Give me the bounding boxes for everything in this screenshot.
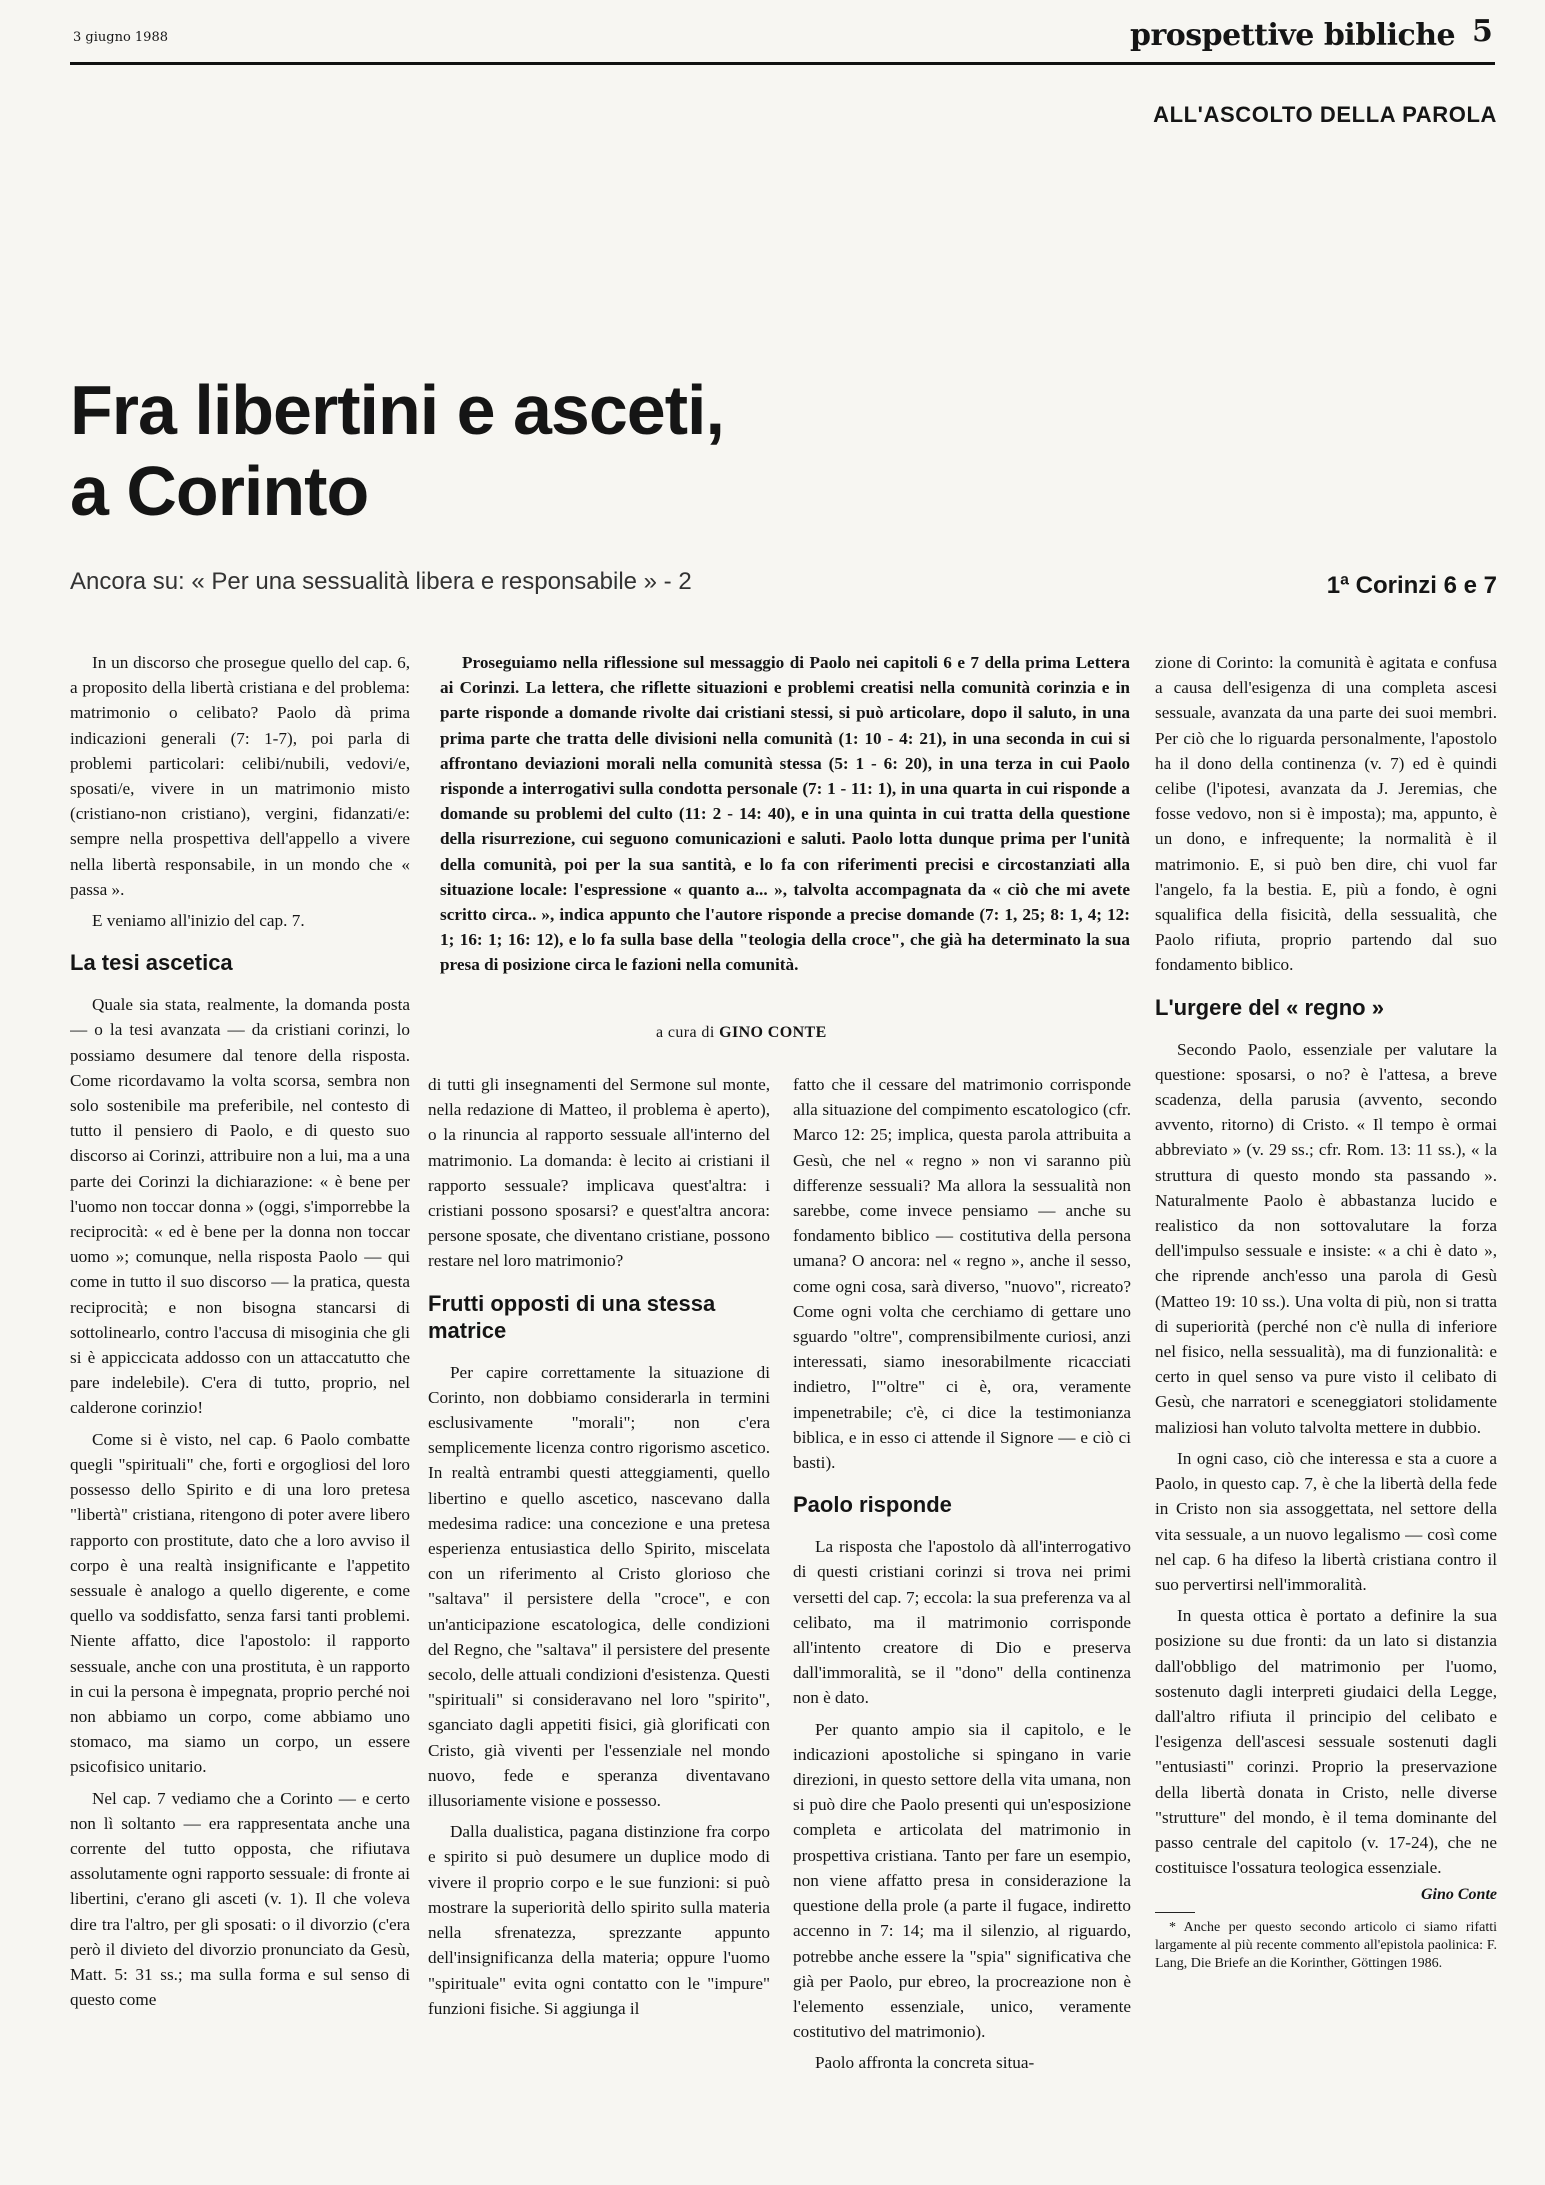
body-paragraph: fatto che il cessare del matrimonio corrisponde alla situazione del compimento escatologico (cfr. Marco 12: 25; implica, questa parola attribuita a Gesù, che nel « regno » non vi saranno più differenze sessuali? Ma allora la sessualità non sarebbe, come invece pensiamo — anche su fondamento biblico — costitutiva della persona umana? O ancora: nel « regno », anche il sesso, come ogni cosa, sarà diverso, "nuovo", ricreato? Come ogni volta che cerchiamo di gettare uno sguardo "oltre", comprensibilmente curiosi, anzi interessati, siamo inesorabilmente ricacciati indietro, l'"oltre" ci è, ora, veramente impenetrabile; c'è, ci dice la testimonianza biblica, e in esso ci attende il Signore — e ciò ci basti). xyxy=(793,1075,1131,1473)
body-paragraph: Per capire correttamente la situazione di Corinto, non dobbiamo considerarla in termini esclusivamente "morali"; non c'era semplicemente licenza contro rigorismo ascetico. In realtà entrambi questi atteggiamenti, quello libertino e quello ascetico, nascevano dalla medesima radice: una concezione e una pretesa esperienza entusiastica dello Spirito, miscelata con un riferimento al Cristo glorioso che "saltava" il persistere della "croce", e con un'anticipazione escatologica, delle condizioni del Regno, che "saltava" il persistere del presente secolo, delle attuali condizioni d'esistenza. Questi "spirituali" si consideravano nel loro "spirito", sganciato dagli appetiti fisici, già glorificati con Cristo, già viventi per l'essenziale nel mondo nuovo, fede e speranza diventavano illusoriamente visione e possesso. xyxy=(428,1362,770,1811)
lead-text: Proseguiamo nella riflessione sul messaggio di Paolo nei capitoli 6 e 7 della prima Lettera ai Corinzi. La lettera, che riflette situazioni e problemi creatisi nella comunità corinzia e in parte risponde a domande rivolte dai cristiani stessi, si può articolare, dopo il saluto, in una prima parte che tratta delle divisioni nella comunità (1: 10 - 4: 21), in una seconda in cui si affrontano deviazioni morali nella comunità stessa (5: 1 - 6: 20), in una terza in cui Paolo risponde a interrogativi sulla condotta personale (7: 1 - 11: 1), in una quarta in cui risponde a domande su problemi del culto (11: 2 - 14: 40), e in una quinta in cui tratta della questione della risurrezione, cui seguono comunicazioni e saluti. Paolo lotta dunque prima per l'unità della comunità, poi per la sua santità, e lo fa con riferimenti precisi e circostanziati alla situazione locale: l'espressione « quanto a... », talvolta accompagnata da « ciò che mi avete scritto circa.. », indica appunto che l'autore risponde a precise domande (7: 1, 25; 8: 1, 4; 12: 1; 16: 1; 16: 12), e lo fa sulla base della "teologia della croce", che già ha determinato la sua presa di posizione circa le fazioni nella comunità. xyxy=(440,653,1130,975)
issue-date: 3 giugno 1988 xyxy=(73,30,168,45)
curator-credit xyxy=(656,1024,827,1042)
body-paragraph: In ogni caso, ciò che interessa e sta a cuore a Paolo, in questo cap. 7, è che la libertà della fede in Cristo non sia assoggettata, nel settore della vita sessuale, a un nuovo legalismo — così come nel cap. 6 ha difeso la libertà cristiana contro il suo pervertirsi nell'immoralità. xyxy=(1155,1448,1497,1594)
article-title-line-1: Fra libertini e asceti, xyxy=(70,371,724,449)
body-paragraph: Dalla dualistica, pagana distinzione fra corpo e spirito si può desumere un duplice modo di vivere il proprio corpo e le sue funzioni: si può mostrare la superiorità dello spirito sulla materia nella sfrenatezza, sprezzante appunto dell'insignificanza della materia; oppure l'uomo "spirituale" evita ogni contatto con le "impure" funzioni fisiche. Si aggiunga il xyxy=(428,1822,770,2018)
magazine-name: prospettive bibliche xyxy=(1130,18,1456,53)
body-paragraph: Secondo Paolo, essenziale per valutare la questione: sposarsi, o no? è l'attesa, a breve scadenza, della parusia (avvento, secondo avvento, ritorno) di Cristo. « Il tempo è ormai abbreviato » (v. 29 ss.; cfr. Rom. 13: 11 ss.), « la struttura di questo mondo sta passando ». Naturalmente Paolo è abbastanza lucido e realistico da non sottovalutare la forza dell'impulso sessuale e insiste: « a chi è dato », che riprende anch'esso una parola di Gesù (Matteo 19: 10 ss.). Una volta di più, non si tratta di superiorità (perché non c'è nulla di inferiore nel fisico, nella sessualità), ma di funzionalità: e certo in quel senso va pure visto il celibato di Gesù, che narratori e sceneggiatori stolidamente maliziosi han voluto talvolta mettere in dubbio. xyxy=(1155,1039,1497,1437)
author-signature: Gino Conte xyxy=(1420,1886,1497,1904)
body-paragraph: Per quanto ampio sia il capitolo, e le indicazioni apostoliche si spingano in varie direzioni, in questo settore della vita umana, non si può dire che Paolo presenti qui un'esposizione completa e articolata del matrimonio in prospettiva cristiana. Tanto per fare un esempio, non viene affatto presa in considerazione la questione della prole (a parte il fugace, indiretto accenno in 7: 14; ma il silenzio, al riguardo, potrebbe anche essere la "spia" significativa che già per Paolo, pur ebreo, la procreazione non è l'elemento essenziale, unico, veramente costitutivo del matrimonio). xyxy=(793,1719,1131,2042)
section-heading: La tesi ascetica xyxy=(70,950,233,976)
bible-references: 1ª Corinzi 6 e 7 xyxy=(1326,572,1497,599)
section-rubric: ALL'ASCOLTO DELLA PAROLA xyxy=(1153,102,1497,127)
section-heading: Paolo risponde xyxy=(793,1492,952,1518)
article-title xyxy=(70,370,1070,531)
body-paragraph: zione di Corinto: la comunità è agitata e confusa a causa dell'esigenza di una completa ascesi sessuale, avanzata da una parte dei suoi membri. Per ciò che lo riguarda personalmente, l'apostolo ha il dono della continenza (v. 7) ed è quindi celibe (l'ipotesi, avanzata da J. Jeremias, che fosse vedovo, non si è imposta); ma, appunto, è un dono, e infrequente; la normalità è il matrimonio. E, si può ben dire, chi vuol far l'angelo, fa la bestia. E, più a fondo, è ogni squalifica della fisicità, della sessualità, che Paolo rifiuta, proprio partendo dal suo fondamento biblico. xyxy=(1155,653,1497,975)
section-heading: Frutti opposti di una stessa matrice xyxy=(428,1290,716,1343)
article-subtitle: Ancora su: « Per una sessualità libera e responsabile » - 2 xyxy=(70,568,692,595)
footnote-rule xyxy=(1155,1912,1195,1913)
section-heading: L'urgere del « regno » xyxy=(1155,994,1384,1020)
body-paragraph: Come si è visto, nel cap. 6 Paolo combatte quegli "spirituali" che, forti e orgogliosi del loro possesso dello Spirito e di una loro pretesa "libertà" cristiana, ritengono di poter avere libero rapporto con prostitute, dato che a loro avviso il corpo è una realtà insignificante e l'appetito sessuale è analogo a quello digerente, e come quello va soddisfatto, senza farsi tanti problemi. Niente affatto, dice l'apostolo: il rapporto sessuale, anche con una prostituta, è un rapporto in cui la persona è impegnata, proprio perché noi non abbiamo un corpo, come abbiamo uno stomaco, ma siamo un corpo, un essere psicofisico unitario. xyxy=(70,1429,410,1777)
intro-paragraph: E veniamo all'inizio del cap. 7. xyxy=(92,911,305,931)
curator-prefix: a cura di xyxy=(656,1024,715,1041)
intro-paragraph: In un discorso che prosegue quello del cap. 6, a proposito della libertà cristiana e del problema: matrimonio o celibato? Paolo dà prima indicazioni generali (7: 1-7), poi parla di problemi particolari: celibi/nubili, vedovi/e, sposati/e, vivere in un matrimonio misto (cristiano-non cristiano), vergini, fidanzati/e: sempre nella prospettiva dell'appello a vivere nella libertà responsabile, in un mondo che « passa ». xyxy=(70,653,410,899)
curator-name: GINO CONTE xyxy=(719,1024,827,1041)
footnote xyxy=(1155,1919,1497,1973)
body-paragraph: La risposta che l'apostolo dà all'interrogativo di questi cristiani corinzi si trova nei primi versetti del cap. 7; eccola: la sua preferenza va al celibato, ma il matrimonio corrisponde all'intento creatore di Dio e preserva dall'immoralità, se il "dono" della continenza non è dato. xyxy=(793,1537,1131,1708)
column-3 xyxy=(793,1072,1131,2102)
column-4 xyxy=(1155,650,1497,2140)
body-paragraph: Nel cap. 7 vediamo che a Corinto — e certo non lì soltanto — era rappresentata anche una corrente del tutto opposta, che rifiutava assolutamente ogni rapporto sessuale: di fronte ai libertini, c'erano gli asceti (v. 1). Il che voleva dire tra l'altro, per gli sposati: o il divorzio (c'era però il divieto del divorzio pronunciato da Gesù, Matt. 5: 31 ss.; ma sulla forma e sul senso di questo come xyxy=(70,1788,410,2010)
page-number: 5 xyxy=(1472,14,1493,49)
column-1 xyxy=(70,650,410,2100)
body-paragraph: Paolo affronta la concreta situa- xyxy=(815,2053,1035,2073)
body-paragraph: Quale sia stata, realmente, la domanda posta — o la tesi avanzata — da cristiani corinzi, lo possiamo desumere dal tenore della risposta. Come ricordavamo la volta scorsa, sembra non solo sostenibile ma preferibile, nel contesto di tutto il pensiero di Paolo, e di questo suo discorso ai Corinzi, attribuire non a lui, ma a una parte dei Corinzi la dichiarazione: « è bene per l'uomo non toccar donna » (oggi, s'imporrebbe la reciprocità: « ed è bene per la donna non toccar uomo »; comunque, nella risposta Paolo — qui come in tutto il suo discorso — la pratica, questa reciprocità; e non bisogna stancarsi di sottolinearlo, contro l'accusa di misoginia che gli si è appiccicata addosso con un attaccatutto che pare indelebile). C'era di tutto, proprio, nel calderone corinzio! xyxy=(70,995,410,1418)
lead-paragraph xyxy=(440,650,1130,978)
body-paragraph: In questa ottica è portato a definire la sua posizione su due fronti: da un lato si distanzia dall'obbligo del matrimonio per l'uomo, sostenuto dagli interpreti giudaici della Legge, dall'altro rifiuta il principio del celibato e l'esigenza dell'ascesi sessuale sostenuti dagli "entusiasti" corinzi. Proprio la preservazione della libertà donata in Cristo, nelle diverse "strutture" del mondo, è il tema dominante del passo centrale del capitolo (v. 17-24), che ne costituisce l'ossatura teologica essenziale. xyxy=(1155,1606,1497,1878)
footnote-text: * Anche per questo secondo articolo ci siamo rifatti largamente al più recente commento all'epistola paolinica: F. Lang, Die Briefe an die Korinther, Göttingen 1986. xyxy=(1155,1920,1497,1972)
header-rule xyxy=(70,62,1495,65)
body-paragraph: di tutti gli insegnamenti del Sermone sul monte, nella redazione di Matteo, il problema è aperto), o la rinuncia al rapporto sessuale all'interno del matrimonio. La domanda: è lecito ai cristiani il rapporto sessuale? implicava quest'altra: i cristiani possono sposarsi? e quest'altra ancora: persone sposate, che diventano cristiane, possono restare nel loro matrimonio? xyxy=(428,1075,770,1271)
column-2 xyxy=(428,1072,770,2102)
article-title-line-2: a Corinto xyxy=(70,451,369,530)
